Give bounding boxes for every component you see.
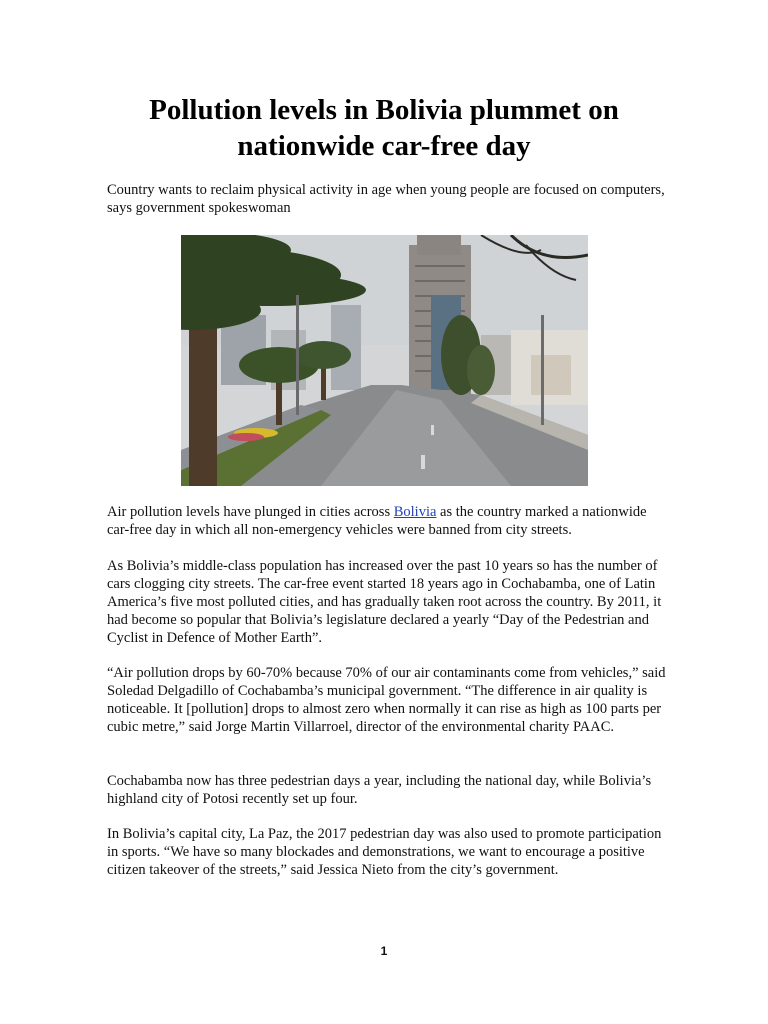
street-photo	[181, 235, 588, 486]
paragraph-2: As Bolivia’s middle-class population has increased over the past 10 years so has the number of cars clogging city streets. The car-free event started 18 years ago in Cochabamba, one of Latin America’s five most polluted cities, and has gradually taken root across the country. By 2011, it had become so popular that Bolivia’s legislature declared a yearly “Day of the Pedestrian and Cyclist in Defence of Mother Earth”.	[107, 558, 662, 646]
paragraph-5: In Bolivia’s capital city, La Paz, the 2017 pedestrian day was also used to promote participation in sports. “We have so many blockades and demonstrations, we want to encourage a positive citizen takeover of the streets,” said Jessica Nieto from the city’s government.	[107, 826, 662, 878]
article-title: Pollution levels in Bolivia plummet on nationwide car-free day	[149, 94, 619, 162]
paragraph-1-rest: as the country marked a nationwide car-free day in which all non-emergency vehicles were banned from city streets.	[107, 504, 647, 538]
page-number: 1	[380, 944, 388, 958]
paragraph-4: Cochabamba now has three pedestrian days a year, including the national day, while Bolivia’s highland city of Potosi recently set up four.	[107, 773, 652, 807]
bolivia-link[interactable]: Bolivia	[393, 504, 437, 520]
paragraph-1	[107, 503, 667, 539]
article-subtitle: Country wants to reclaim physical activity in age when young people are focused on computers, says government spokeswoman	[107, 182, 665, 216]
paragraph-3: “Air pollution drops by 60-70% because 70% of our air contaminants come from vehicles,” said Soledad Delgadillo of Cochabamba’s municipal government. “The difference in air quality is noticeable. It [pollution] drops to almost zero when normally it can rise as high as 100 parts per cubic metre,” said Jorge Martin Villarroel, director of the environmental charity PAAC.	[107, 665, 666, 735]
paragraph-1-lead: Air pollution levels have plunged in cities across	[107, 504, 394, 520]
